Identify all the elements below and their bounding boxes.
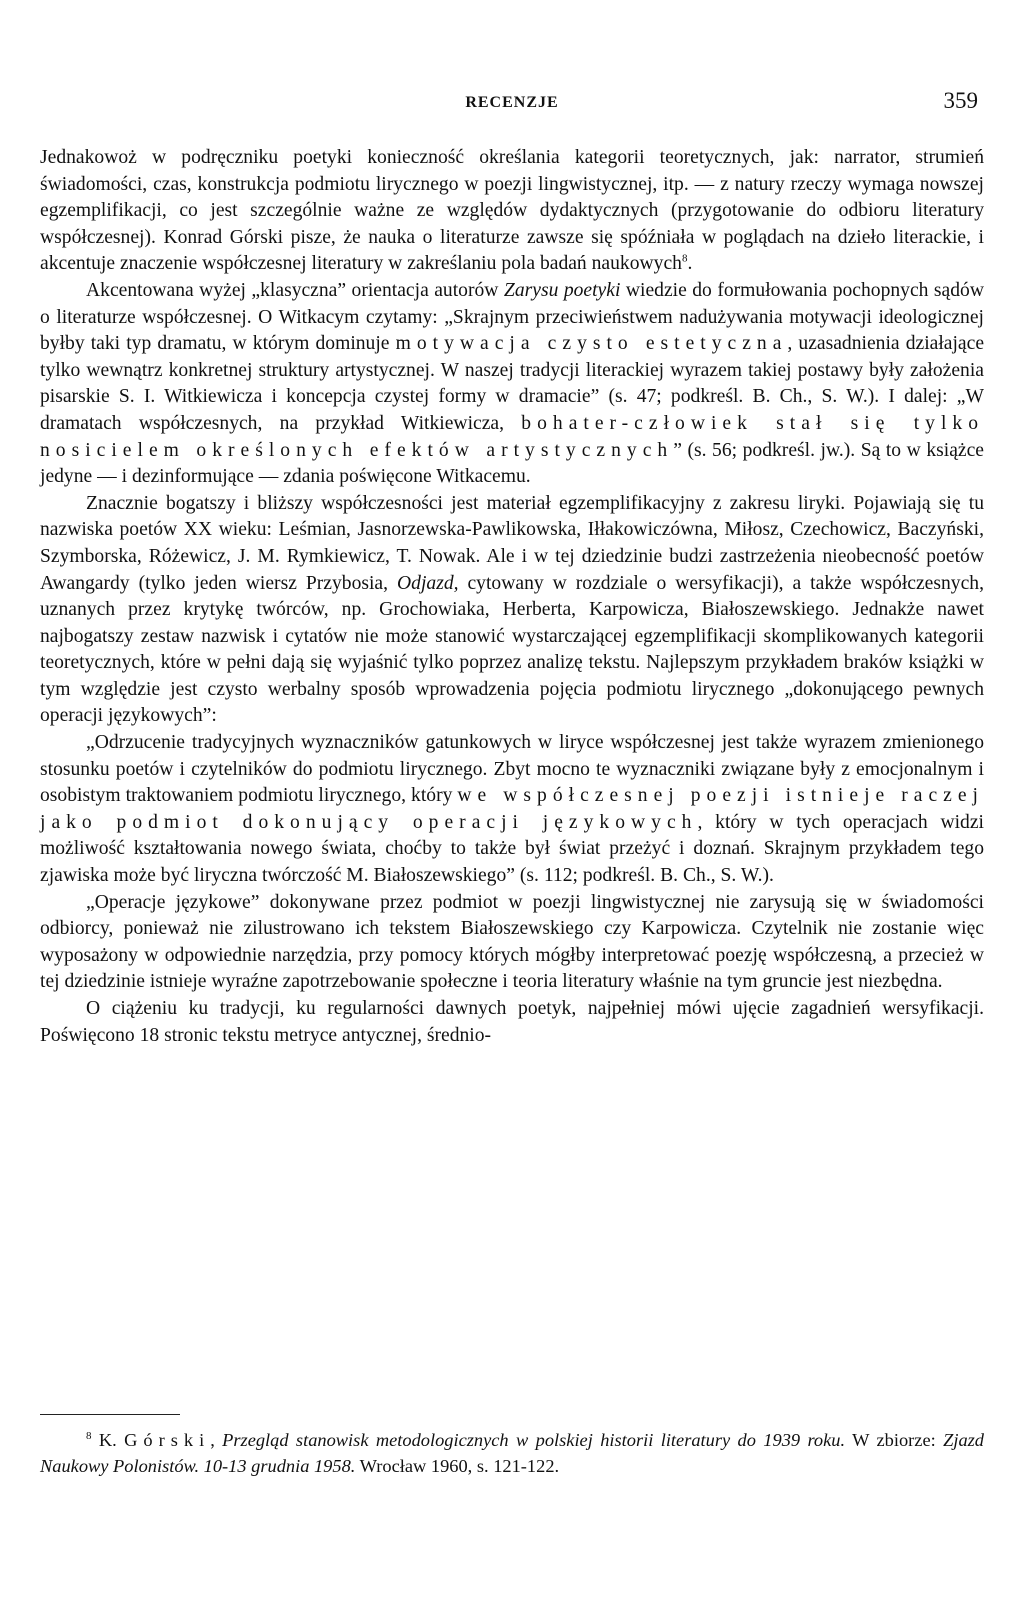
paragraph (40, 730, 984, 890)
footnote-divider (40, 1414, 180, 1415)
italic-run: Zarysu poetyki (503, 279, 621, 301)
text-run: O ciążeniu ku tradycji, ku regularności dawnych poetyk, najpełniej mówi ujęcie zagadnień wersyfikacji. Poświęcono 18 stronic tekstu metryce antycznej, średnio- (40, 998, 984, 1046)
text-run: Wrocław 1960, s. 121-122. (355, 1455, 560, 1476)
italic-run: Zjazd Naukowy Polonistów. 10-13 grudnia 1958. (40, 1430, 984, 1476)
text-run: wiedzie do formułowania pochopnych sądów o literaturze współczesnej. O Witkacym czytamy: „Skrajnym przeciwieństwem nadużywania motywacji ideologicznej byłby taki typ dramatu, w którym dominuje (40, 279, 984, 355)
text-run: „Odrzucenie tradycyjnych wyznaczników gatunkowych w liryce współczesnej jest także wyrazem zmienionego stosunku poetów i czytelników do podmiotu lirycznego. Zbyt mocno te wyznaczniki związane były z emocjonalnym i osobistym traktowaniem podmiotu lirycznego, który (40, 732, 984, 807)
paragraph (40, 145, 984, 278)
italic-run: Przegląd stanowisk metodologicznych w polskiej historii literatury do 1939 roku. (222, 1430, 846, 1450)
running-head (40, 88, 984, 118)
paragraph (40, 996, 984, 1049)
spaced-emphasis: Górski (124, 1430, 211, 1450)
text-run: , uzasadnienia działające tylko wewnątrz konkretnej struktury artystycznej. W naszej tradycji literackiej wyrazem takiej postawy były założenia pisarskie S. I. Witkiewicza i koncepcja czystej formy w dramacie” (s. 47; podkreśl. B. Ch., S. W.). I dalej: „W dramatach współczesnych, na przykład Witkiewicza, (40, 333, 985, 434)
spaced-emphasis: bohater-człowiek stał się tylko nosicielem określonych efektów artystycznych (40, 412, 984, 461)
footnote-marker: 8 (681, 252, 688, 265)
paragraph (40, 491, 984, 730)
spaced-emphasis: motywacja czysto estetyczna (395, 333, 788, 355)
text-run: ” (s. 56; podkreśl. jw.). Są to w książce jedyne — i dezinformujące — zdania poświęcone Witkacemu. (40, 439, 984, 488)
text-run: , który w tych operacjach widzi możliwość kształtowania nowego świata, choćby to także był świat przeżyć i doznań. Skrajnym przykładem tego zjawiska może być liryczna twórczość M. Białoszewskiego” (s. 112; podkreśl. B. Ch., S. W.). (40, 811, 984, 887)
text-run: . (687, 253, 693, 275)
footnote-marker: 8 (86, 1429, 92, 1442)
paragraph (40, 278, 984, 491)
text-run: Akcentowana wyżej „klasyczna” orientacja autorów (86, 279, 504, 301)
spaced-emphasis: we współczesnej poezji istnieje raczej jako podmiot dokonujący operacji językowych (40, 785, 984, 833)
text-run: cytowany w rozdziale o wersyfikacji), a także współczesnych, uznanych przez krytykę twórców, np. Grochowiaka, Herberta, Karpowicza, Białoszewskiego. Jednakże nawet najbogatszy zestaw nazwisk i cytatów nie może stanowić wystarczającej egzemplifikacji skomplikowanych kategorii teoretycznych, które w pełni dają się wyjaśnić tylko poprzez analizę tekstu. Najlepszym przykładem braków książki w tym względzie jest czysto werbalny sposób wprowadzenia pojęcia podmiotu lirycznego „dokonującego pewnych operacji językowych”: (40, 572, 984, 727)
text-run: K. (91, 1430, 125, 1450)
text-run: , (210, 1430, 223, 1450)
text-run: W zbiorze: (845, 1430, 944, 1450)
running-title: RECENZJE (465, 94, 559, 111)
page-number: 359 (943, 88, 978, 113)
body-text (40, 145, 984, 1049)
footnote (40, 1428, 984, 1479)
text-run: Jednakowoż w podręczniku poetyki konieczność określania kategorii teoretycznych, jak: narrator, strumień świadomości, czas, konstrukcja podmiotu lirycznego w poezji lingwistycznej, itp. — z natury rzeczy wymaga nowszej egzemplifikacji, co jest szczególnie ważne ze względów dydaktycznych (przygotowanie do odbioru literatury współczesnej). Konrad Górski pisze, że nauka o literaturze zawsze się spóźniała w poglądach na dzieło literackie, i akcentuje znaczenie współczesnej literatury w zakreślaniu pola badań naukowych (40, 147, 984, 275)
paragraph (40, 890, 984, 996)
footnotes (40, 1428, 984, 1479)
text-run: Znacznie bogatszy i bliższy współczesności jest materiał egzemplifikacyjny z zakresu liryki. Pojawiają się tu nazwiska poetów XX wieku: Leśmian, Jasnorzewska-Pawlikowska, Iłłakowiczówna, Miłosz, Czechowicz, Baczyński, Szymborska, Różewicz, J. M. Rymkiewicz, T. Nowak. Ale i w tej dziedzinie budzi zastrzeżenia nieobecność poetów Awangardy (tylko jeden wiersz Przybosia, (40, 492, 984, 594)
italic-run: Odjazd, (397, 572, 459, 594)
text-run: „Operacje językowe” dokonywane przez podmiot w poezji lingwistycznej nie zarysują się w świadomości odbiorcy, ponieważ nie zilustrowano ich tekstem Białoszewskiego czy Karpowicza. Czytelnik nie zostanie więc wyposażony w odpowiednie narzędzia, przy pomocy których mógłby interpretować poezję współczesną, a przecież w tej dziedzinie istnieje wyraźne zapotrzebowanie społeczne i teoria literatury właśnie na tym gruncie jest niezbędna. (40, 891, 984, 993)
